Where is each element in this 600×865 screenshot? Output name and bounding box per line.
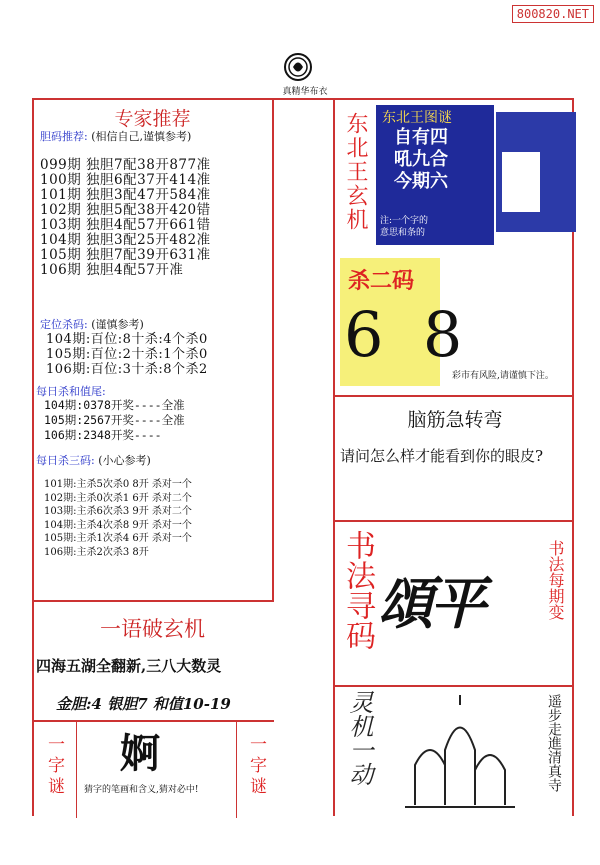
list-item: 104期:主杀4次杀8 9开 杀对一个 xyxy=(44,519,192,531)
photo-blank xyxy=(502,152,540,212)
position-header xyxy=(40,316,144,332)
poster-caption-line: 注:一个字的 xyxy=(380,216,429,226)
calligraphy-art: 頌平 xyxy=(378,571,482,637)
brand-name: 真精华布衣 xyxy=(282,87,328,97)
list-item: 105期:2567开奖----全准 xyxy=(44,413,185,427)
poster-caption-line: 意思和条的 xyxy=(380,228,426,238)
right-divider-2 xyxy=(335,520,574,522)
list-item: 103期 独胆4配57开661错 xyxy=(40,217,211,233)
risk-note: 彩市有风险,请谨慎下注。 xyxy=(452,371,554,381)
site-watermark: 800820.NET xyxy=(512,5,594,23)
char-label-left: 一字谜 xyxy=(44,735,64,798)
riddle-char: 婀 xyxy=(120,730,162,777)
daily-kill-note: (小心参考) xyxy=(98,454,151,467)
brain-question: 请问怎么样才能看到你的眼皮? xyxy=(340,447,544,465)
courage-list xyxy=(40,158,211,278)
position-note: (谨慎参考) xyxy=(91,318,144,331)
list-item: 106期:2348开奖---- xyxy=(44,428,162,442)
left-frame-line xyxy=(32,98,34,816)
temple-domes-icon xyxy=(395,695,525,815)
daily-kill-list xyxy=(44,478,192,559)
riddle-title: 一语破玄机 xyxy=(100,617,205,641)
riddle-hint: 猜字的笔画和含义,猜对必中! xyxy=(84,785,199,795)
poster-image xyxy=(376,105,494,245)
brain-title: 脑筋急转弯 xyxy=(407,409,503,431)
gold-line: 金胆:4 银胆7 和值10-19 xyxy=(56,695,231,713)
poster-caption xyxy=(380,215,428,239)
list-item: 104期:0378开奖----全准 xyxy=(44,398,185,412)
right-divider-3 xyxy=(335,685,574,687)
brand-circle-icon xyxy=(283,52,313,82)
list-item: 105期:百位:2十杀:1个杀0 xyxy=(46,347,208,362)
riddle-text: 四海五湖全翻新,三八大数灵 xyxy=(36,657,222,675)
list-item: 101期 独胆3配47开584准 xyxy=(40,187,211,203)
char-label-right: 一字谜 xyxy=(246,735,266,798)
kill-title: 杀二码 xyxy=(348,268,415,294)
calligraphy-side: 书法每期变 xyxy=(546,540,565,620)
list-item: 105期:主杀1次杀4 6开 杀对一个 xyxy=(44,533,192,544)
list-item: 100期 独胆6配37开414准 xyxy=(40,172,211,188)
list-item: 103期:主杀6次杀3 9开 杀对二个 xyxy=(44,506,192,517)
list-item: 101期:主杀5次杀0 8开 杀对一个 xyxy=(44,479,192,490)
poster-line: 今期六 xyxy=(394,171,448,192)
left-divider xyxy=(32,600,274,602)
kill-box xyxy=(340,258,463,386)
courage-header xyxy=(40,128,191,144)
right-col-line xyxy=(333,98,335,816)
mystery-vertical: 东北王玄机 xyxy=(343,112,368,232)
calligraphy-label: 书法寻码 xyxy=(340,530,375,650)
poster-title: 东北王图谜 xyxy=(382,110,452,126)
daily-sum-label: 每日杀和值尾: xyxy=(36,385,106,398)
list-item: 106期 独胆4配57开准 xyxy=(40,262,184,278)
poster-line: 自有四 xyxy=(394,127,448,148)
temple-text: 遥步走進清真寺 xyxy=(546,694,562,792)
list-item: 099期 独胆7配38开877准 xyxy=(40,157,211,173)
buddha-photo xyxy=(496,112,576,232)
expert-title: 专家推荐 xyxy=(114,108,191,130)
list-item: 106期:百位:3十杀:8个杀2 xyxy=(46,362,208,377)
list-item: 104期 独胆3配25开482准 xyxy=(40,232,211,248)
courage-label: 胆码推荐: xyxy=(40,130,88,143)
position-list xyxy=(46,332,208,377)
poster-lines xyxy=(394,127,448,193)
daily-kill-header xyxy=(36,452,151,468)
list-item: 104期:百位:8十杀:4个杀0 xyxy=(46,332,208,347)
mid-frame-line xyxy=(272,98,274,601)
kill-digits: 6 8 xyxy=(344,298,463,371)
courage-note: (相信自己,谨慎参考) xyxy=(91,130,192,143)
right-divider xyxy=(335,395,574,397)
poster-line: 吼九合 xyxy=(394,149,448,170)
position-label: 定位杀码: xyxy=(40,318,88,331)
daily-kill-label: 每日杀三码: xyxy=(36,454,95,467)
list-item: 102期:主杀0次杀1 6开 杀对二个 xyxy=(44,492,192,504)
list-item: 106期:主杀2次杀3 8开 xyxy=(44,546,149,558)
list-item: 105期 独胆7配39开631准 xyxy=(40,247,211,263)
daily-sum-list xyxy=(44,398,185,443)
list-item: 102期 独胆5配38开420错 xyxy=(40,202,211,218)
inspiration-label: 灵机一动 xyxy=(345,690,373,786)
char-box-line xyxy=(76,722,77,818)
char-box-line-right xyxy=(236,722,237,818)
top-frame-line xyxy=(32,98,574,100)
